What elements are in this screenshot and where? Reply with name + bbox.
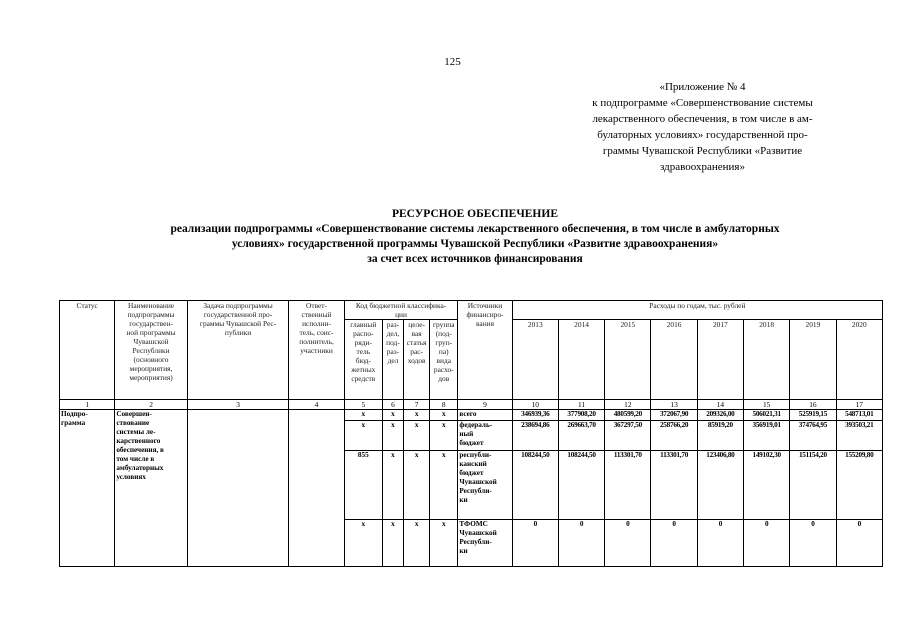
target-item-cell: x [404, 451, 430, 520]
header-year: 2017 [697, 320, 743, 400]
amount-cell: 0 [605, 520, 651, 567]
amount-cell: 0 [512, 520, 558, 567]
heading-line: условиях» государственной программы Чувашской Республики «Развитие здравоохранения» [231, 238, 719, 250]
page-number: 125 [444, 56, 461, 68]
amount-cell: 356919,01 [744, 421, 790, 451]
funding-source-cell: всего [458, 410, 512, 421]
header-expenses: Расходы по годам, тыс. рублей [512, 301, 882, 320]
header-sources: Источники финансиро- вания [458, 301, 512, 400]
amount-cell: 480599,20 [605, 410, 651, 421]
header-year: 2018 [744, 320, 790, 400]
section-cell: x [382, 421, 403, 451]
header-status: Статус [60, 301, 115, 400]
amount-cell: 0 [558, 520, 604, 567]
resource-table [59, 300, 883, 567]
column-number: 5 [344, 400, 382, 410]
appendix-line: булаторных условиях» государственной про- [597, 129, 808, 141]
column-number: 13 [651, 400, 697, 410]
column-number-row [60, 400, 883, 410]
column-number: 12 [605, 400, 651, 410]
header-section: раз- дел, под- раз- дел [382, 320, 403, 400]
header-name: Наименование подпрограммы государствен- ной программы Чувашской Республики (основного мероприятия, мероприятия) [115, 301, 187, 400]
heading-line: реализации подпрограммы «Совершенствование системы лекарственного обеспечения, в том числе в амбулаторных [170, 223, 780, 235]
document-title: РЕСУРСНОЕ ОБЕСПЕЧЕНИЕ [391, 208, 558, 220]
header-year: 2019 [790, 320, 836, 400]
column-number: 14 [697, 400, 743, 410]
amount-cell: 155209,80 [836, 451, 882, 520]
header-task: Задача подпрограммы государственной про- граммы Чувашской Рес- публики [187, 301, 289, 400]
appendix-line: к подпрограмме «Совершенствование системы [592, 97, 813, 109]
column-number: 11 [558, 400, 604, 410]
section-cell: x [382, 451, 403, 520]
column-number: 3 [187, 400, 289, 410]
amount-cell: 269663,70 [558, 421, 604, 451]
status-cell: Подпро- грамма [60, 410, 115, 567]
funding-source-cell: ТФОМС Чувашской Республи- ки [458, 520, 512, 567]
amount-cell: 377908,20 [558, 410, 604, 421]
header-expense-group: группа (под- груп- па) вида расхо- дов [430, 320, 458, 400]
target-item-cell: x [404, 520, 430, 567]
target-item-cell: x [404, 410, 430, 421]
column-number: 4 [289, 400, 344, 410]
header-year: 2013 [512, 320, 558, 400]
amount-cell: 108244,50 [512, 451, 558, 520]
column-number: 6 [382, 400, 403, 410]
column-number: 15 [744, 400, 790, 410]
header-year: 2015 [605, 320, 651, 400]
appendix-line: лекарственного обеспечения, в том числе в ам- [592, 113, 813, 125]
amount-cell: 525919,15 [790, 410, 836, 421]
column-number: 16 [790, 400, 836, 410]
expense-group-cell: x [430, 410, 458, 421]
funding-source-cell: федераль- ный бюджет [458, 421, 512, 451]
column-number: 10 [512, 400, 558, 410]
task-cell [187, 410, 289, 567]
amount-cell: 113301,70 [651, 451, 697, 520]
heading-line: за счет всех источников финансирования [367, 253, 583, 265]
amount-cell: 108244,50 [558, 451, 604, 520]
header-chief-manager: главный распо- ряди- тель бюд- жетных средств [344, 320, 382, 400]
chief-manager-cell: x [344, 421, 382, 451]
amount-cell: 151154,20 [790, 451, 836, 520]
amount-cell: 209326,00 [697, 410, 743, 421]
expense-group-cell: x [430, 421, 458, 451]
header-budget-code: Код бюджетной классифика- ции [344, 301, 458, 320]
amount-cell: 0 [790, 520, 836, 567]
appendix-line: «Приложение № 4 [659, 81, 746, 93]
amount-cell: 238694,86 [512, 421, 558, 451]
target-item-cell: x [404, 421, 430, 451]
amount-cell: 346939,36 [512, 410, 558, 421]
column-number: 1 [60, 400, 115, 410]
responsible-cell [289, 410, 344, 567]
subprogram-name-cell: Совершен- ствование системы ле- карственного обеспечения, в том числе в амбулаторных условиях [115, 410, 187, 567]
amount-cell: 0 [651, 520, 697, 567]
amount-cell: 548713,01 [836, 410, 882, 421]
amount-cell: 0 [697, 520, 743, 567]
column-number: 17 [836, 400, 882, 410]
header-year: 2020 [836, 320, 882, 400]
column-number: 7 [404, 400, 430, 410]
table-row [60, 410, 883, 421]
section-cell: x [382, 410, 403, 421]
amount-cell: 149102,30 [744, 451, 790, 520]
amount-cell: 258766,20 [651, 421, 697, 451]
amount-cell: 123406,80 [697, 451, 743, 520]
chief-manager-cell: x [344, 410, 382, 421]
amount-cell: 113301,70 [605, 451, 651, 520]
funding-source-cell: республи- канский бюджет Чувашской Республи- ки [458, 451, 512, 520]
column-number: 8 [430, 400, 458, 410]
header-responsible: Ответ- ственный исполни- тель, соис- полнитель, участники [289, 301, 344, 400]
appendix-line: здравоохранения» [660, 161, 745, 173]
amount-cell: 372067,90 [651, 410, 697, 421]
appendix-line: граммы Чувашской Республики «Развитие [602, 145, 803, 157]
expense-group-cell: x [430, 451, 458, 520]
header-year: 2016 [651, 320, 697, 400]
chief-manager-cell: 855 [344, 451, 382, 520]
amount-cell: 374764,95 [790, 421, 836, 451]
amount-cell: 85919,20 [697, 421, 743, 451]
column-number: 2 [115, 400, 187, 410]
section-cell: x [382, 520, 403, 567]
expense-group-cell: x [430, 520, 458, 567]
amount-cell: 367297,50 [605, 421, 651, 451]
appendix-note [560, 79, 845, 175]
amount-cell: 506021,31 [744, 410, 790, 421]
chief-manager-cell: x [344, 520, 382, 567]
header-target-item: целе- вая статья рас- ходов [404, 320, 430, 400]
header-row [60, 301, 883, 320]
amount-cell: 0 [744, 520, 790, 567]
document-heading [60, 207, 890, 267]
amount-cell: 0 [836, 520, 882, 567]
amount-cell: 393503,21 [836, 421, 882, 451]
column-number: 9 [458, 400, 512, 410]
header-year: 2014 [558, 320, 604, 400]
